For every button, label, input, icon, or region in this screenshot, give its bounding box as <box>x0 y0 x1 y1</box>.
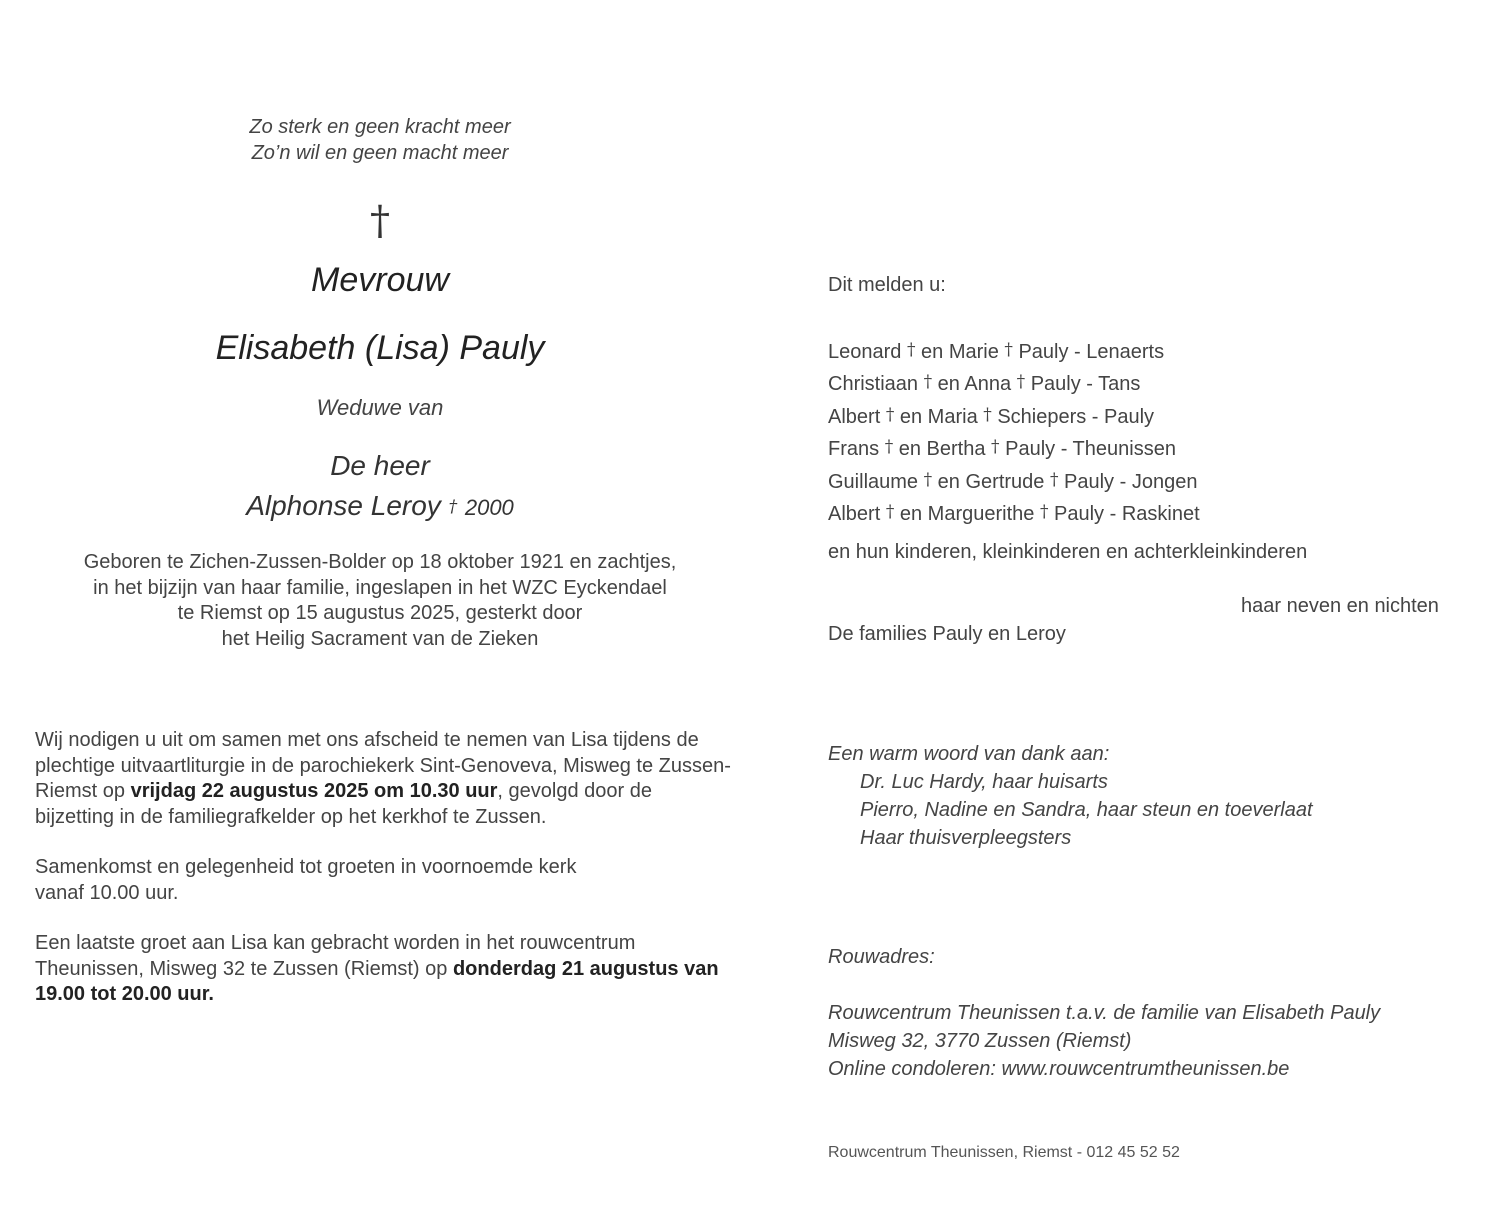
family-surname: Pauly - Lenaerts <box>1018 341 1165 363</box>
person-first: Christiaan <box>828 373 919 396</box>
dagger-icon: † <box>1049 469 1059 490</box>
family-surname: Pauly - Tans <box>1030 373 1141 396</box>
family-surname: Schiepers - Pauly <box>997 405 1155 428</box>
dagger-icon: † <box>885 404 895 425</box>
family-surname: Pauly - Jongen <box>1064 470 1198 493</box>
person-first: Albert <box>828 405 881 428</box>
poem <box>180 114 580 166</box>
dagger-icon: † <box>885 501 895 522</box>
family-row <box>828 466 1468 498</box>
dagger-icon: † <box>906 340 916 360</box>
poem-line-2: Zo’n wil en geen macht meer <box>251 142 509 164</box>
family-surname: Pauly - Raskinet <box>1054 502 1200 525</box>
farewell-date: donderdag 21 augustus van 19.00 tot 20.00 uur. <box>35 957 719 1005</box>
descendants-line: en hun kinderen, kleinkinderen en achterkleinkinderen <box>828 541 1308 563</box>
family-row <box>828 401 1468 433</box>
person-first: Leonard <box>828 341 902 363</box>
nephews-nieces-line: haar neven en nichten <box>1241 595 1439 617</box>
person-first: Guillaume <box>828 470 919 493</box>
person-second: en Anna <box>937 373 1012 396</box>
thanks-item: Haar thuisverpleegsters <box>860 827 1072 849</box>
family-row <box>828 336 1468 368</box>
deceased-title: Mevrouw <box>311 261 449 299</box>
widow-of-label: Weduwe van <box>316 395 444 420</box>
cross-icon: † <box>370 198 390 244</box>
invitation-text-2: , gevolgd door de bijzetting in de familiegrafkelder op het kerkhof te Zussen. <box>35 780 652 828</box>
person-second: en Marie <box>921 341 999 363</box>
invitation-text-1: Wij nodigen u uit om samen met ons afscheid te nemen van Lisa tijdens de plechtige uitvaartliturgie in de parochiekerk Sint-Genoveva, Misweg te Zussen-Riemst op <box>35 729 731 802</box>
person-first: Frans <box>828 438 880 461</box>
spouse-line <box>130 486 630 530</box>
deceased-name: Elisabeth (Lisa) Pauly <box>215 329 545 367</box>
dagger-icon: † <box>991 437 1000 458</box>
person-second: en Maria <box>899 405 978 428</box>
thanks-heading: Een warm woord van dank aan: <box>828 743 1110 765</box>
footer: Rouwcentrum Theunissen, Riemst - 012 45 52 52 <box>828 1144 1180 1161</box>
farewell-text-1: Een laatste groet aan Lisa kan gebracht worden in het rouwcentrum Theunissen, Misweg 32 te Zussen (Riemst) op <box>35 932 636 980</box>
dagger-icon: † <box>448 497 458 517</box>
birth-line-2: in het bijzijn van haar familie, ingeslapen in het WZC Eyckendael <box>93 576 667 599</box>
person-second: en Gertrude <box>937 470 1045 493</box>
gathering-text <box>35 855 735 906</box>
person-second: en Marguerithe <box>899 502 1035 525</box>
poem-line-1: Zo sterk en geen kracht meer <box>249 116 511 138</box>
spouse-block <box>130 446 630 530</box>
farewell-text <box>35 931 735 1008</box>
address-heading: Rouwadres: <box>828 946 935 968</box>
person-first: Albert <box>828 502 881 525</box>
birth-line-4: het Heilig Sacrament van de Zieken <box>221 627 539 650</box>
families-line: De families Pauly en Leroy <box>828 623 1066 645</box>
address-line-1: Rouwcentrum Theunissen t.a.v. de familie van Elisabeth Pauly <box>828 1002 1381 1024</box>
thanks-item: Dr. Luc Hardy, haar huisarts <box>860 771 1108 793</box>
dagger-icon: † <box>1004 340 1013 360</box>
dagger-icon: † <box>983 404 992 425</box>
birth-line-3: te Riemst op 15 augustus 2025, gesterkt door <box>177 602 583 624</box>
person-second: en Bertha <box>898 438 986 461</box>
gathering-line-2: vanaf 10.00 uur. <box>35 881 179 904</box>
invitation-text <box>35 728 735 830</box>
family-row <box>828 368 1468 400</box>
gathering-line-1: Samenkomst en gelegenheid tot groeten in voornoemde kerk <box>35 856 577 878</box>
family-row <box>828 433 1468 465</box>
spouse-title: De heer <box>330 450 430 481</box>
address-line-3: Online condoleren: www.rouwcentrumtheunissen.be <box>828 1058 1290 1080</box>
family-surname: Pauly - Theunissen <box>1005 438 1176 461</box>
address-block <box>828 999 1468 1083</box>
birth-line-1: Geboren te Zichen-Zussen-Bolder op 18 oktober 1921 en zachtjes, <box>83 551 677 573</box>
dagger-icon: † <box>1039 501 1049 522</box>
dagger-icon: † <box>923 469 933 490</box>
dagger-icon: † <box>923 372 933 393</box>
dagger-icon: † <box>884 437 894 458</box>
spouse-name: Alphonse Leroy <box>246 490 441 521</box>
birth-death-text <box>30 550 730 652</box>
family-row <box>828 498 1468 530</box>
spouse-year: 2000 <box>464 495 514 520</box>
family-list <box>828 336 1468 530</box>
right-column <box>828 0 1468 1214</box>
thanks-item: Pierro, Nadine en Sandra, haar steun en toeverlaat <box>860 799 1313 821</box>
dagger-icon: † <box>1016 372 1026 393</box>
address-line-2: Misweg 32, 3770 Zussen (Riemst) <box>828 1030 1132 1052</box>
thanks-section <box>828 740 1468 852</box>
invitation-date: vrijdag 22 augustus 2025 om 10.30 uur <box>130 780 498 802</box>
announcers-intro: Dit melden u: <box>828 274 946 296</box>
